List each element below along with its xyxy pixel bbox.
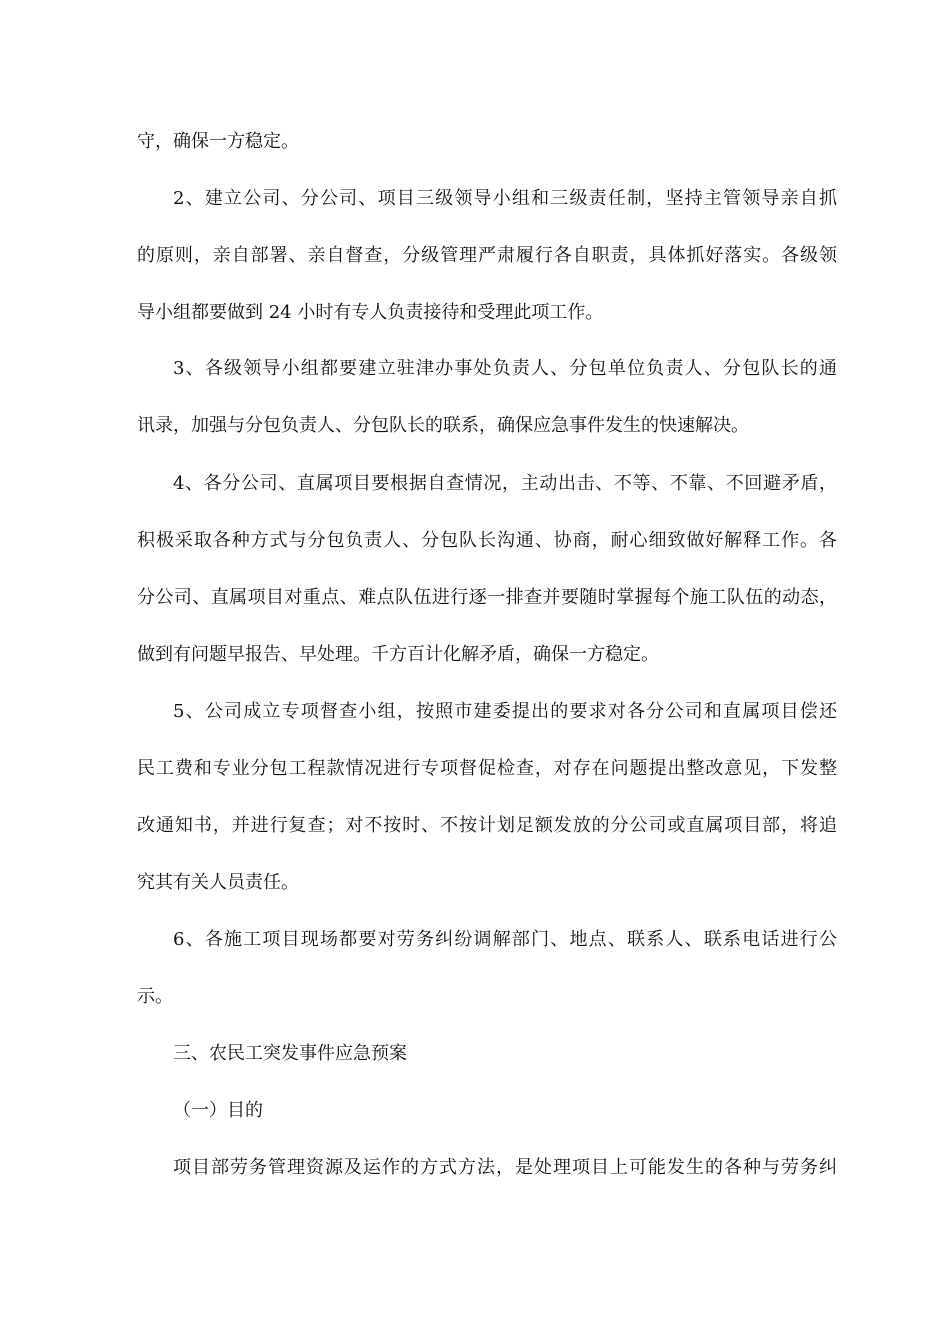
- text-line-4: 导小组都要做到 24 小时有专人负责接待和受理此项工作。: [137, 302, 604, 323]
- text-line-11: 5、公司成立专项督查小组，按照市建委提出的要求对各分公司和直属项目偿还: [173, 701, 837, 722]
- text-line-12: 民工费和专业分包工程款情况进行专项督促检查，对存在问题提出整改意见，下发整: [137, 758, 837, 779]
- text-line-5: 3、各级领导小组都要建立驻津办事处负责人、分包单位负责人、分包队长的通: [173, 358, 837, 379]
- text-line-16: 示。: [137, 986, 173, 1007]
- text-line-19: 项目部劳务管理资源及运作的方式方法，是处理项目上可能发生的各种与劳务纠: [173, 1157, 837, 1178]
- section-heading: 三、农民工突发事件应急预案: [173, 1043, 407, 1064]
- text-line-6: 讯录，加强与分包负责人、分包队长的联系，确保应急事件发生的快速解决。: [137, 415, 749, 436]
- subsection-heading: （一）目的: [173, 1100, 263, 1121]
- text-line-1: 守，确保一方稳定。: [137, 131, 299, 152]
- text-line-2: 2、建立公司、分公司、项目三级领导小组和三级责任制，坚持主管领导亲自抓: [173, 188, 837, 209]
- text-line-13: 改通知书，并进行复查；对不按时、不按计划足额发放的分公司或直属项目部，将追: [137, 815, 837, 836]
- text-line-15: 6、各施工项目现场都要对劳务纠纷调解部门、地点、联系人、联系电话进行公: [173, 929, 837, 950]
- text-line-7: 4、各分公司、直属项目要根据自查情况，主动出击、不等、不靠、不回避矛盾，: [173, 473, 837, 494]
- text-line-8: 积极采取各种方式与分包负责人、分包队长沟通、协商，耐心细致做好解释工作。各: [137, 530, 837, 551]
- text-line-14: 究其有关人员责任。: [137, 872, 299, 893]
- text-line-3: 的原则，亲自部署、亲自督查，分级管理严肃履行各自职责，具体抓好落实。各级领: [137, 245, 837, 266]
- text-line-9: 分公司、直属项目对重点、难点队伍进行逐一排查并要随时掌握每个施工队伍的动态，: [137, 587, 837, 608]
- text-line-10: 做到有问题早报告、早处理。千方百计化解矛盾，确保一方稳定。: [137, 644, 659, 665]
